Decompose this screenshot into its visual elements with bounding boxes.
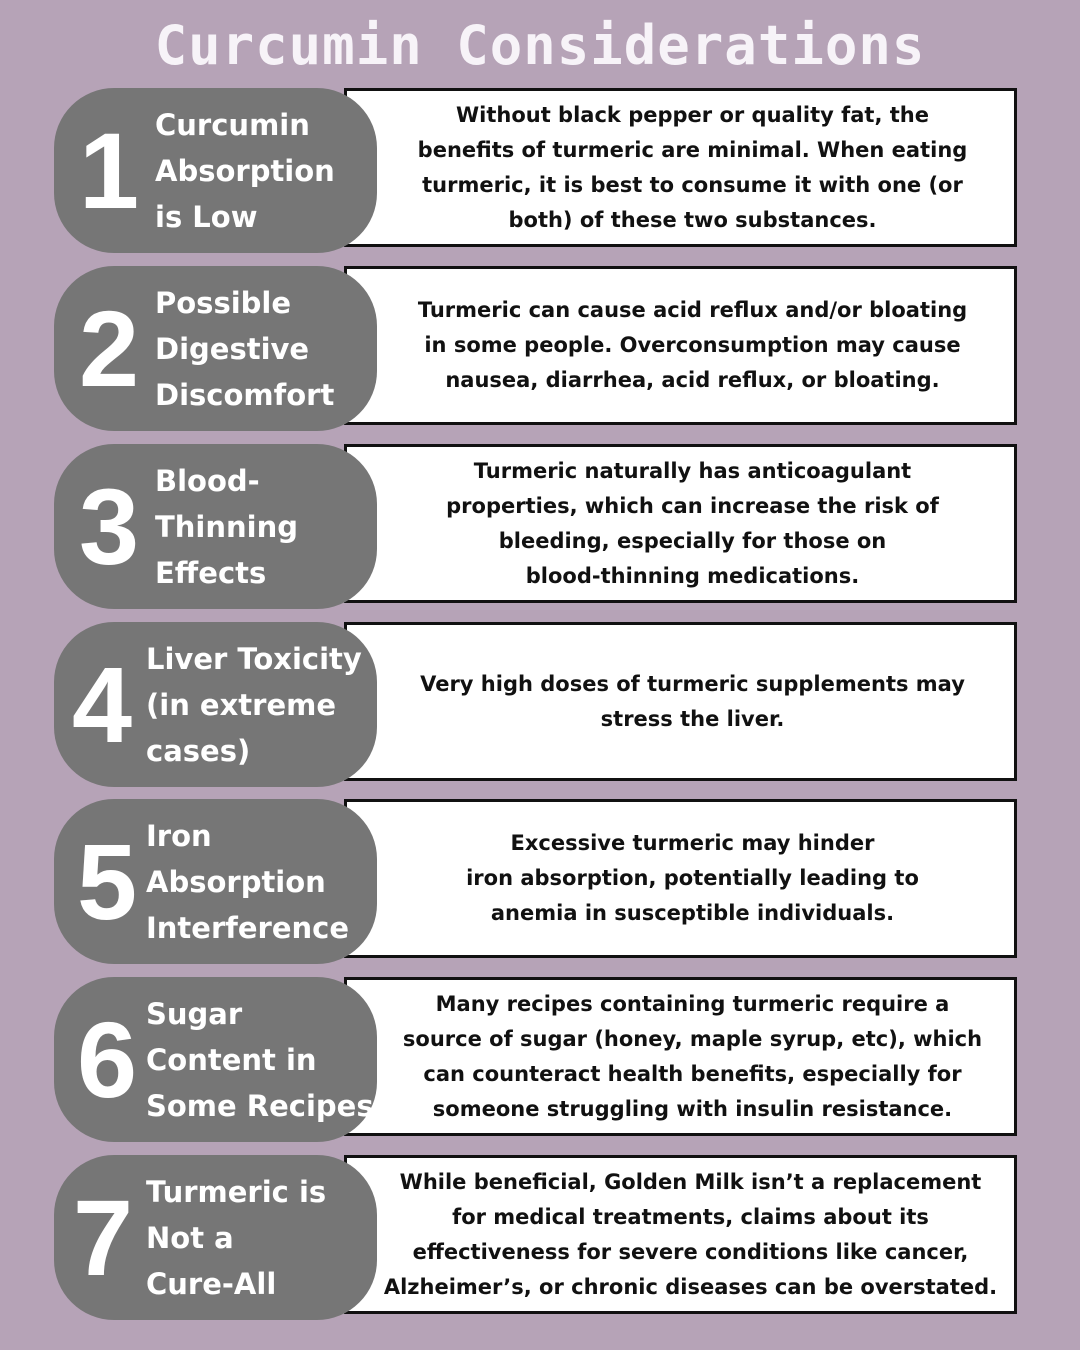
description-box [344,977,1017,1136]
item-number: 2 [78,288,140,409]
item-heading: Sugar Content in Some Recipes [146,996,374,1123]
item-heading: Curcumin Absorption is Low [155,107,335,234]
item-heading: Blood- Thinning Effects [155,463,299,590]
consideration-row-1 [54,88,1017,253]
page-title: Curcumin Considerations [154,14,926,77]
heading-pill [54,444,377,609]
description-text: Without black pepper or quality fat, the benefits of turmeric are minimal. When eating turmeric, it is best to consume it with one (or both) of these two substances. [417,102,968,232]
item-heading: Iron Absorption Interference [146,818,350,945]
consideration-row-6 [54,977,1017,1142]
item-heading: Possible Digestive Discomfort [155,285,335,412]
item-number: 4 [71,644,133,765]
item-number: 1 [78,110,140,231]
description-box [344,622,1017,781]
consideration-row-7 [54,1155,1017,1320]
description-box [344,1155,1017,1314]
consideration-row-4 [54,622,1017,787]
consideration-row-3 [54,444,1017,609]
heading-pill [54,88,377,253]
item-heading: Liver Toxicity (in extreme cases) [146,641,362,768]
heading-pill [54,266,377,431]
description-text: While beneficial, Golden Milk isn’t a replacement for medical treatments, claims about its effectiveness for severe conditions like cancer, Alzheimer’s, or chronic diseases can be overstated. [383,1169,998,1299]
item-number: 3 [78,466,140,587]
heading-pill [54,977,377,1142]
item-heading: Turmeric is Not a Cure-All [146,1174,327,1301]
description-text: Many recipes containing turmeric require a source of sugar (honey, maple syrup, etc), which can counteract health benefits, especially for someone struggling with insulin resistance. [402,991,983,1121]
description-box [344,88,1017,247]
description-text: Excessive turmeric may hinder iron absorption, potentially leading to anemia in susceptible individuals. [466,831,919,925]
description-box [344,799,1017,958]
item-number: 6 [76,999,138,1120]
description-box [344,444,1017,603]
item-number: 5 [76,821,138,942]
item-number: 7 [72,1177,134,1298]
description-text: Very high doses of turmeric supplements may stress the liver. [420,671,965,731]
heading-pill [54,799,377,964]
consideration-row-5 [54,799,1017,964]
consideration-row-2 [54,266,1017,431]
description-box [344,266,1017,425]
description-text: Turmeric naturally has anticoagulant properties, which can increase the risk of bleeding, especially for those on blood-thinning medications. [446,458,939,588]
description-text: Turmeric can cause acid reflux and/or bloating in some people. Overconsumption may cause nausea, diarrhea, acid reflux, or bloating. [417,298,968,392]
heading-pill [54,622,377,787]
heading-pill [54,1155,377,1320]
